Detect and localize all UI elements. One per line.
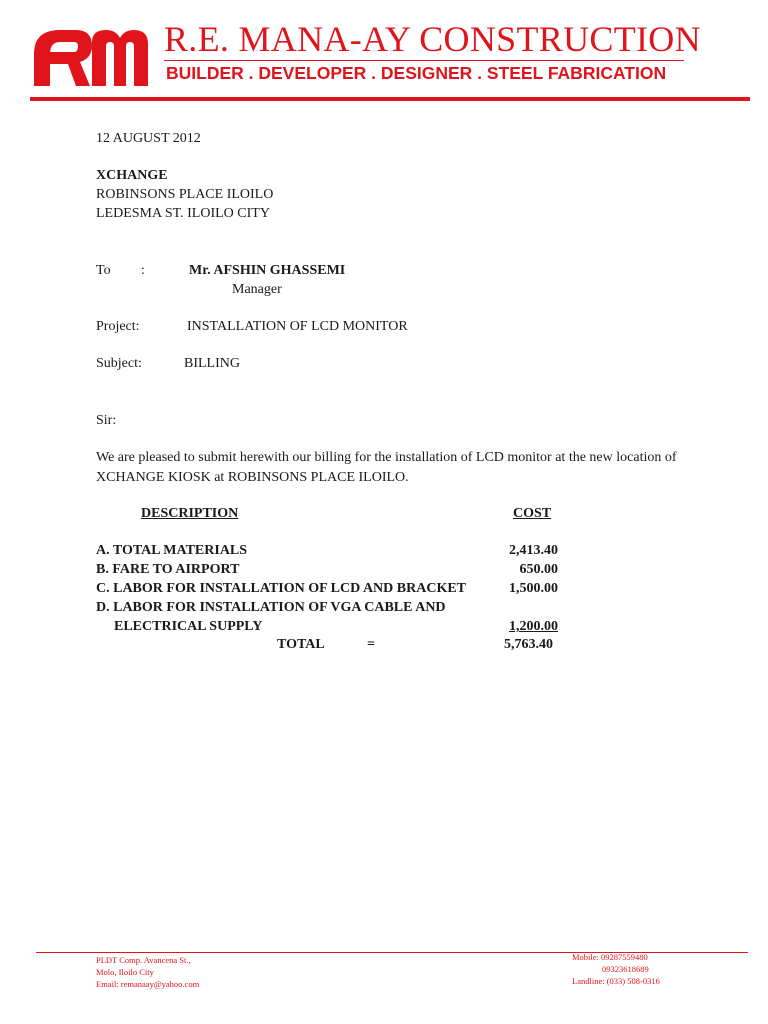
col-description-header: DESCRIPTION	[141, 506, 239, 521]
billing-item-cost: 2,413.40	[509, 543, 558, 558]
letter-date: 12 AUGUST 2012	[96, 131, 201, 146]
billing-item-description: B. FARE TO AIRPORT	[96, 562, 240, 577]
subject-label: Subject:	[96, 356, 142, 371]
footer-mobile: Mobile: 09287559480	[572, 952, 648, 962]
billing-item-description: D. LABOR FOR INSTALLATION OF VGA CABLE AND	[96, 600, 446, 615]
recipient-company: XCHANGE	[96, 168, 168, 183]
col-cost-header: COST	[513, 506, 552, 521]
billing-item-description: A. TOTAL MATERIALS	[96, 543, 248, 558]
to-title: Manager	[232, 282, 282, 297]
body-paragraph: We are pleased to submit herewith our billing for the installation of LCD monitor at the new location of XCHANGE KIOSK at ROBINSONS PLACE ILOILO.	[96, 450, 677, 485]
billing-item-cost: 650.00	[519, 562, 558, 577]
salutation: Sir:	[96, 413, 117, 428]
recipient-address-2: LEDESMA ST. ILOILO CITY	[96, 206, 270, 221]
footer-address-1: PLDT Comp. Avancena St.,	[96, 955, 191, 965]
company-tagline: BUILDER . DEVELOPER . DESIGNER . STEEL FABRICATION	[166, 63, 667, 83]
project-value: INSTALLATION OF LCD MONITOR	[187, 319, 408, 334]
company-logo	[30, 24, 152, 88]
billing-item-cost: 1,500.00	[509, 581, 558, 596]
billing-item-description: ELECTRICAL SUPPLY	[114, 619, 263, 634]
billing-item-description: C. LABOR FOR INSTALLATION OF LCD AND BRACKET	[96, 581, 467, 596]
recipient-address-1: ROBINSONS PLACE ILOILO	[96, 187, 274, 202]
company-name: R.E. MANA-AY CONSTRUCTION	[164, 19, 701, 59]
to-name: Mr. AFSHIN GHASSEMI	[189, 263, 346, 278]
total-label: TOTAL	[277, 637, 325, 652]
header-rule	[30, 97, 750, 101]
to-label: To	[96, 263, 111, 278]
footer-landline: Landline: (033) 508-0316	[572, 976, 660, 986]
subject-value: BILLING	[184, 356, 240, 371]
to-colon: :	[141, 263, 145, 278]
total-value: 5,763.40	[504, 637, 553, 652]
footer-mobile-2: 09323618689	[602, 964, 649, 974]
footer-email: Email: remanaay@yahoo.com	[96, 979, 200, 989]
total-equals: =	[367, 637, 375, 652]
header-thin-rule	[164, 60, 684, 61]
project-label: Project:	[96, 319, 140, 334]
footer-address-2: Molo, Iloilo City	[96, 967, 154, 977]
billing-item-cost: 1,200.00	[509, 619, 558, 634]
